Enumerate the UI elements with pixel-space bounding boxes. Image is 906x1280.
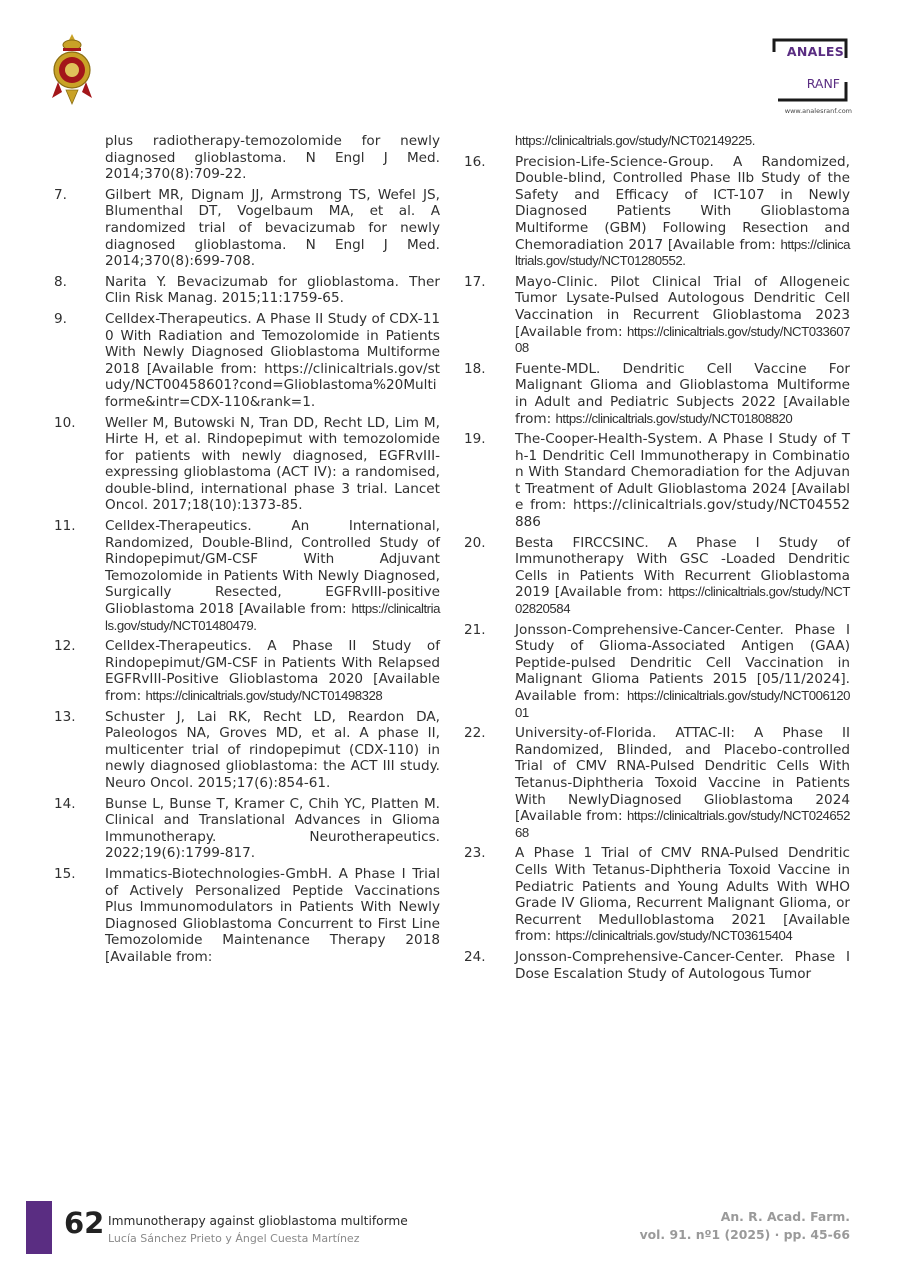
anales-ranf-logo bbox=[770, 38, 852, 116]
reference-text: Gilbert MR, Dignam JJ, Armstrong TS, Wefel JS, Blumenthal DT, Vogelbaum MA, et al. A randomized trial of bevacizumab for newly diagnosed glioblastoma. N Engl J Med. 2014;370(8):699-708. bbox=[105, 186, 440, 270]
reference-item bbox=[464, 133, 850, 150]
reference-text: University-of-Florida. ATTAC-II: A Phase II Randomized, Blinded, and Placebo-controlled Trial of CMV RNA-Pulsed Dendritic Cells With Tetanus-Diphtheria Toxoid Vaccine in Patients With NewlyDiagnosed Glioblastoma 2024 [Available from: bbox=[515, 725, 850, 825]
reference-number: 10. bbox=[54, 414, 76, 431]
reference-text: Jonsson-Comprehensive-Cancer-Center. Phase I Study of Glioma-Associated Antigen (GAA) Peptide-pulsed Dendritic Cell Vaccination in Malignant Glioma Patients 2015 [05/11/2024]. Available from: bbox=[515, 621, 850, 704]
reference-number: 17. bbox=[464, 273, 486, 290]
reference-number: 21. bbox=[464, 621, 486, 638]
reference-item bbox=[54, 311, 440, 411]
reference-number: 12. bbox=[54, 638, 76, 655]
reference-item bbox=[464, 725, 850, 841]
reference-item bbox=[464, 845, 850, 945]
reference-text: Jonsson-Comprehensive-Cancer-Center. Phase I Dose Escalation Study of Autologous Tumor bbox=[515, 948, 850, 982]
reference-item bbox=[464, 274, 850, 357]
reference-text: Celldex-Therapeutics. An International, Randomized, Double-Blind, Controlled Study of Rindopepimut/GM-CSF With Adjuvant Temozolomide in Patients With Newly Diagnosed, Surgically Resected, EGFRvIII-positive Glioblastoma 2018 [Available from: bbox=[105, 518, 440, 618]
reference-item bbox=[54, 187, 440, 270]
reference-item bbox=[464, 949, 850, 982]
footer-accent-bar bbox=[26, 1201, 52, 1254]
footer-authors: Lucía Sánchez Prieto y Ángel Cuesta Martínez bbox=[108, 1232, 360, 1245]
reference-link[interactable]: https://clinicaltrials.gov/study/NCT03615404 bbox=[555, 928, 793, 944]
reference-number: 24. bbox=[464, 948, 486, 965]
logo-anales-text: ANALES bbox=[786, 44, 844, 59]
reference-link[interactable]: https://clinicaltrials.gov/study/NCT01480479. bbox=[105, 601, 440, 633]
reference-text: Narita Y. Bevacizumab for glioblastoma. Ther Clin Risk Manag. 2015;11:1759-65. bbox=[105, 273, 440, 307]
logo-website: www.analesranf.com bbox=[784, 107, 852, 115]
reference-number: 9. bbox=[54, 310, 67, 327]
reference-text: Besta FIRCCSINC. A Phase I Study of Immunotherapy With GSC -Loaded Dendritic Cells in Patients With Recurrent Glioblastoma 2019 [Available from: bbox=[515, 534, 850, 601]
reference-text: A Phase 1 Trial of CMV RNA-Pulsed Dendritic Cells With Tetanus-Diphtheria Toxoid Vaccine in Pediatric Patients and Young Adults With WHO Grade IV Glioma, Recurrent Malignant Glioma, or Recurrent Medulloblastoma 2021 [Available from: bbox=[515, 845, 850, 945]
reference-item bbox=[54, 274, 440, 307]
footer-journal-name: An. R. Acad. Farm. bbox=[720, 1209, 850, 1224]
reference-text: Schuster J, Lai RK, Recht LD, Reardon DA, Paleologos NA, Groves MD, et al. A phase II, multicenter trial of rindopepimut (CDX-110) in newly diagnosed glioblastoma: the ACT III study. Neuro Oncol. 2015;17(6):854-61. bbox=[105, 708, 440, 791]
reference-text: The-Cooper-Health-System. A Phase I Study of Th-1 Dendritic Cell Immunotherapy in Combination With Standard Chemoradiation for the Adjuvant Treatment of Adult Glioblastoma 2024 [Available from: https://clinicaltrials.gov/study/NCT04552886 bbox=[515, 431, 850, 531]
references-right-column bbox=[464, 133, 850, 986]
reference-link[interactable]: https://clinicaltrials.gov/study/NCT02820584 bbox=[515, 584, 850, 617]
reference-number: 11. bbox=[54, 518, 76, 535]
reference-link[interactable]: https://clinicaltrials.gov/study/NCT01280552. bbox=[515, 236, 850, 269]
reference-item bbox=[54, 866, 440, 966]
references-left-column bbox=[54, 133, 440, 970]
reference-number: 16. bbox=[464, 153, 486, 170]
reference-item bbox=[464, 361, 850, 427]
reference-item: plus radiotherapy-temozolomide for newly diagnosed glioblastoma. N Engl J Med. 2014;370(8):709-22. bbox=[105, 133, 440, 183]
reference-link[interactable]: https://clinicaltrials.gov/study/NCT02465268 bbox=[515, 808, 850, 840]
reference-item bbox=[464, 535, 850, 618]
reference-link[interactable]: https://clinicaltrials.gov/study/NCT01498328 bbox=[145, 688, 383, 703]
reference-item bbox=[54, 709, 440, 792]
reference-text: Weller M, Butowski N, Tran DD, Recht LD, Lim M, Hirte H, et al. Rindopepimut with temozolomide for patients with newly diagnosed, EGFRvIII-expressing glioblastoma (ACT IV): a randomised, double-blind, international phase 3 trial. Lancet Oncol. 2017;18(10):1373-85. bbox=[105, 414, 440, 514]
reference-number: 8. bbox=[54, 273, 67, 290]
reference-number: 23. bbox=[464, 845, 486, 862]
reference-item bbox=[54, 638, 440, 704]
reference-number: 14. bbox=[54, 795, 76, 812]
reference-number: 13. bbox=[54, 708, 76, 725]
reference-number: 15. bbox=[54, 865, 76, 882]
reference-link[interactable]: https://clinicaltrials.gov/study/NCT00612001 bbox=[515, 688, 850, 720]
reference-link[interactable]: https://clinicaltrials.gov/study/NCT02149225. bbox=[515, 133, 755, 148]
logo-ranf-text: RANF bbox=[806, 76, 840, 91]
reference-item bbox=[464, 154, 850, 270]
page-number: 62 bbox=[64, 1206, 105, 1240]
reference-link[interactable]: https://clinicaltrials.gov/study/NCT03360708 bbox=[515, 323, 850, 356]
reference-text: Fuente-MDL. Dendritic Cell Vaccine For Malignant Glioma and Glioblastoma Multiforme in Adult and Pediatric Subjects 2022 [Available from: bbox=[515, 360, 850, 427]
footer-article-title: Immunotherapy against glioblastoma multiforme bbox=[108, 1214, 408, 1228]
reference-item bbox=[54, 415, 440, 515]
reference-link[interactable]: https://clinicaltrials.gov/study/NCT01808820 bbox=[555, 410, 793, 426]
reference-text: Bunse L, Bunse T, Kramer C, Chih YC, Platten M. Clinical and Translational Advances in Glioma Immunotherapy. Neurotherapeutics. 2022;19(6):1799-817. bbox=[105, 795, 440, 862]
reference-number: 19. bbox=[464, 431, 486, 448]
reference-number: 22. bbox=[464, 725, 486, 742]
reference-item bbox=[54, 796, 440, 862]
reference-item bbox=[54, 518, 440, 634]
reference-item bbox=[464, 431, 850, 531]
reference-number: 7. bbox=[54, 186, 67, 203]
reference-number: 20. bbox=[464, 534, 486, 551]
academy-crest-logo bbox=[48, 32, 96, 106]
reference-text: Mayo-Clinic. Pilot Clinical Trial of Allogeneic Tumor Lysate-Pulsed Autologous Dendritic Cell Vaccination in Recurrent Glioblastoma 2023 [Available from: bbox=[515, 273, 850, 340]
reference-text: Celldex-Therapeutics. A Phase II Study of CDX-110 With Radiation and Temozolomide in Patients With Newly Diagnosed Glioblastoma Multiforme 2018 [Available from: https://clinicaltrials.gov/study/NCT00458601?cond=Glioblastoma%20Multiforme&intr=CDX-110&rank=1. bbox=[105, 310, 440, 410]
reference-text: Celldex-Therapeutics. A Phase II Study of Rindopepimut/GM-CSF in Patients With Relapsed EGFRvIII-Positive Glioblastoma 2020 [Available from: bbox=[105, 638, 440, 704]
reference-text: Immatics-Biotechnologies-GmbH. A Phase I Trial of Actively Personalized Peptide Vaccinations Plus Immunomodulators in Patients With Newly Diagnosed Glioblastoma Concurrent to First Line Temozolomide Maintenance Therapy 2018 [Available from: bbox=[105, 865, 440, 965]
reference-text: Precision-Life-Science-Group. A Randomized, Double-blind, Controlled Phase IIb Study of the Safety and Efficacy of ICT-107 in Newly Diagnosed Patients With Glioblastoma Multiforme (GBM) Following Resection and Chemoradiation 2017 [Available from: bbox=[515, 153, 850, 253]
reference-number: 18. bbox=[464, 360, 486, 377]
footer-volume-info: vol. 91. nº1 (2025) · pp. 45-66 bbox=[639, 1227, 850, 1242]
reference-item bbox=[464, 622, 850, 722]
